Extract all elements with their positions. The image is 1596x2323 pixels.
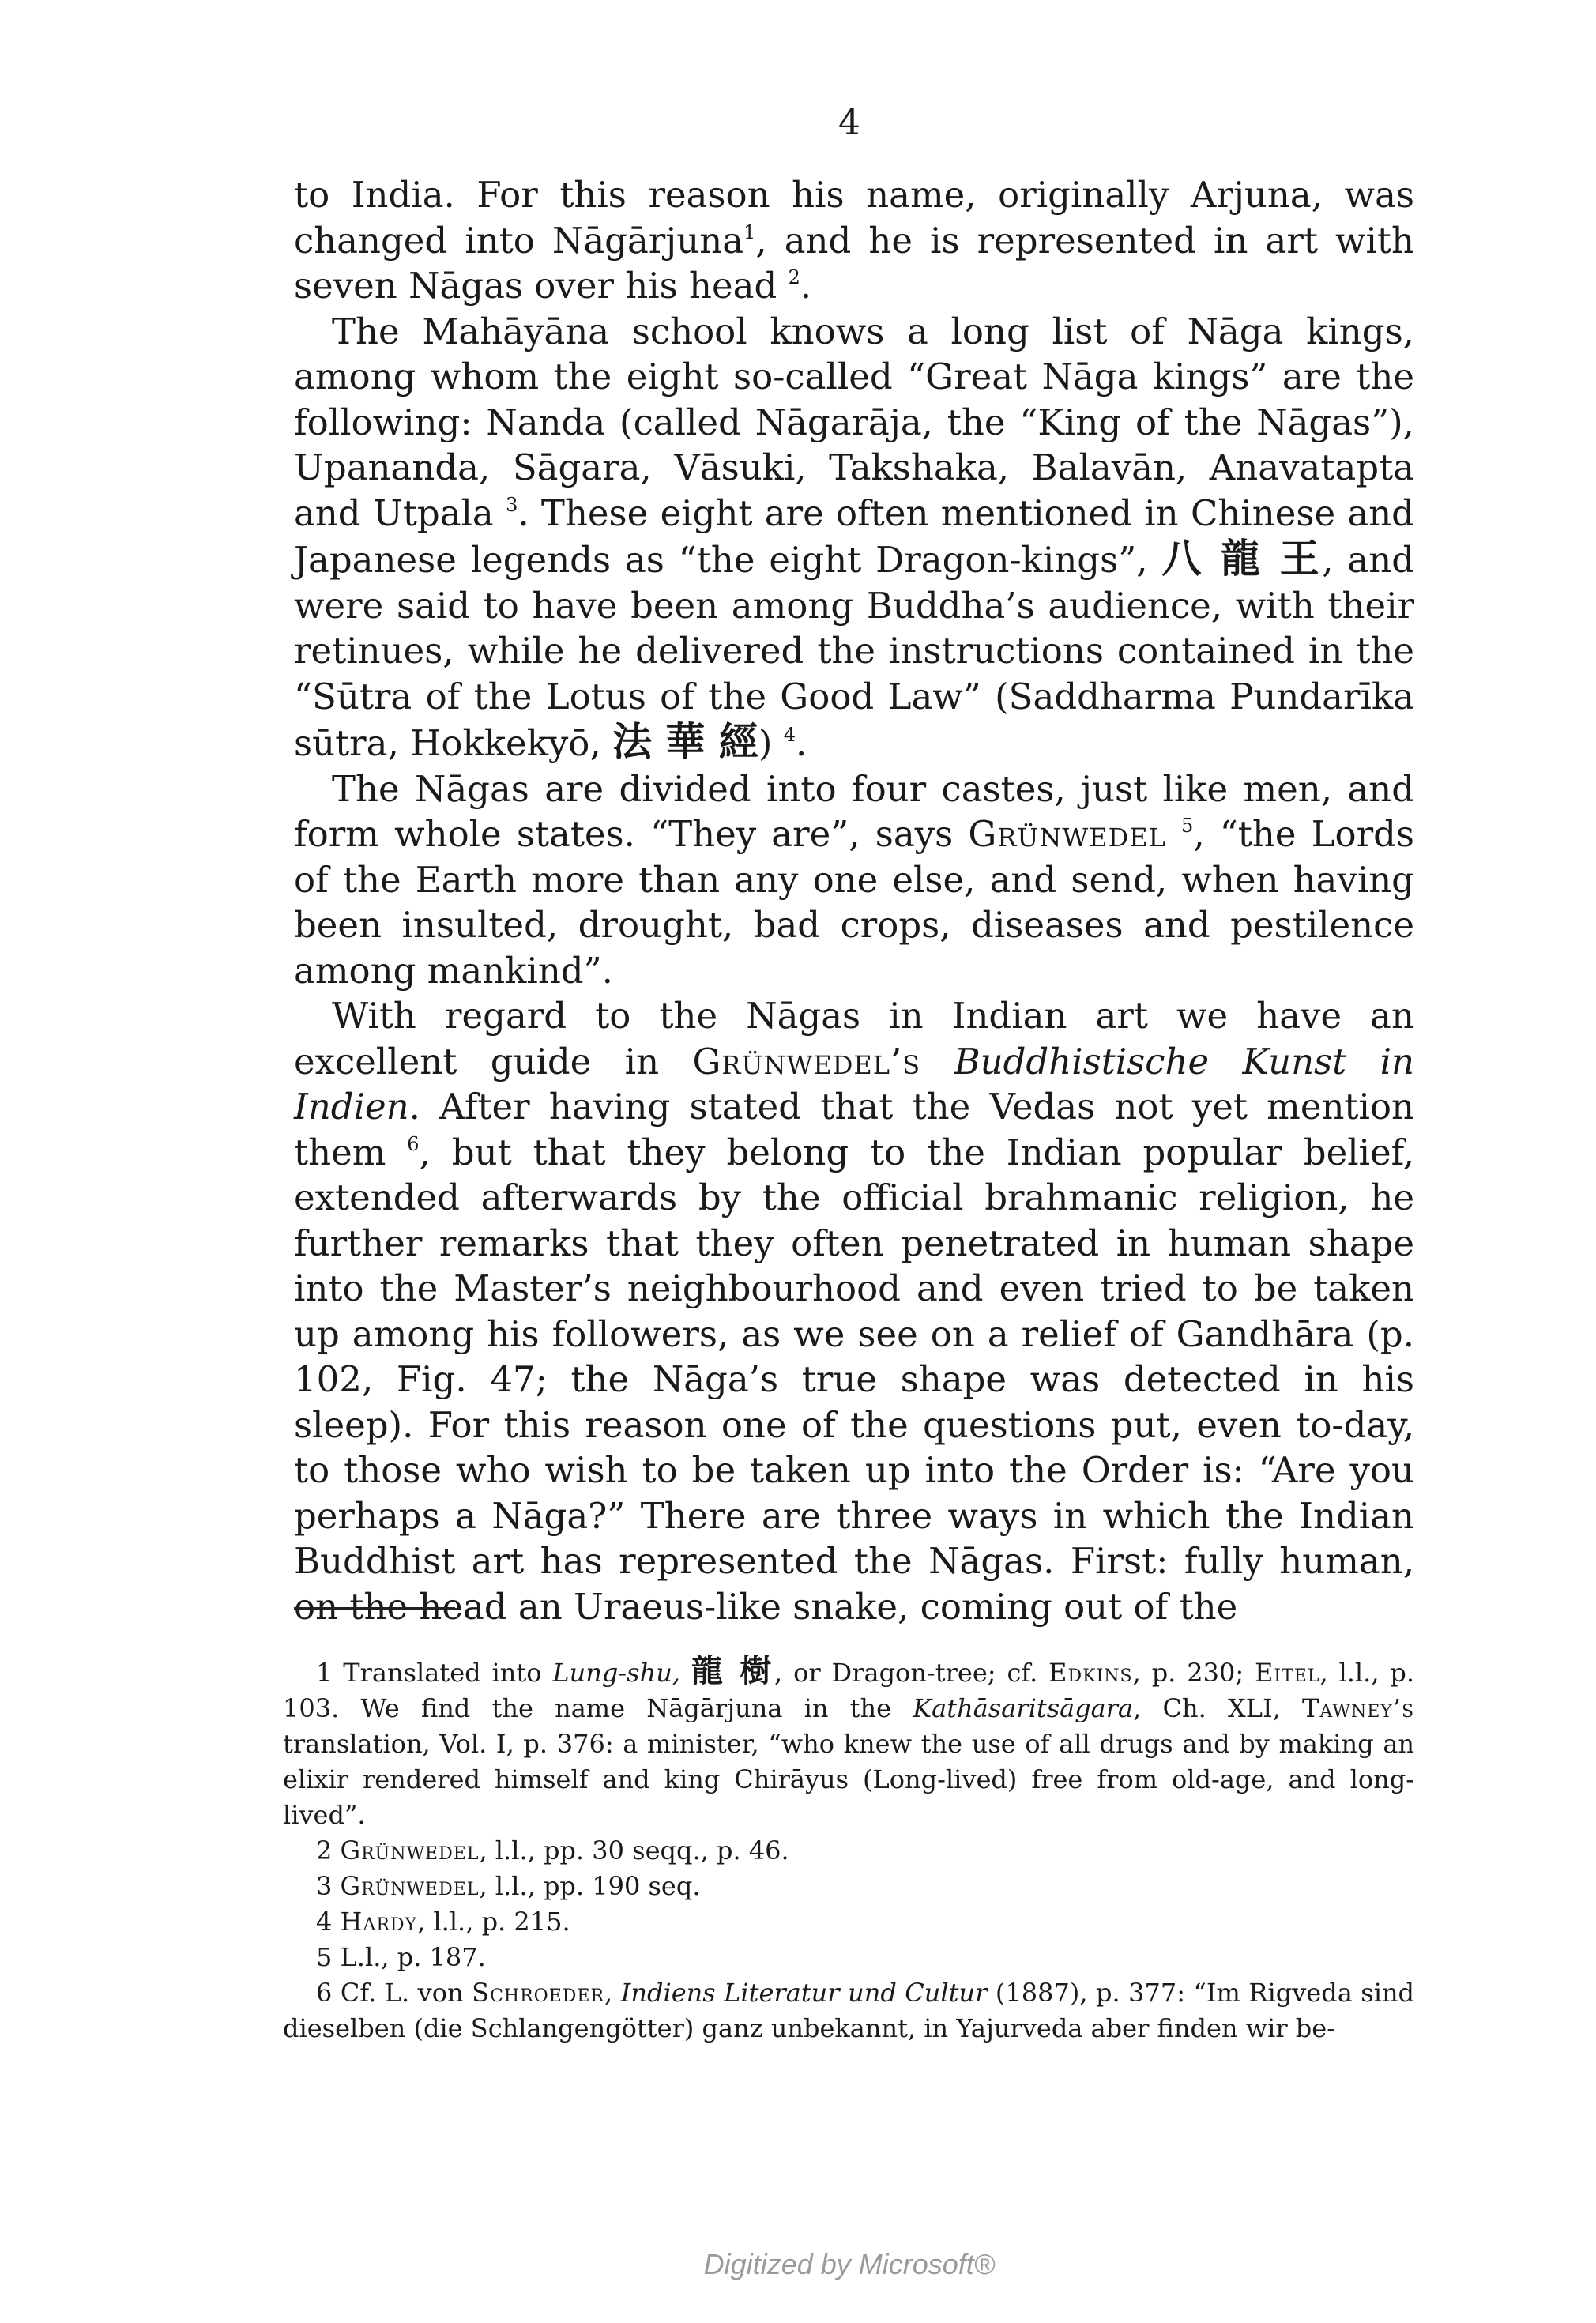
author-name: Grünwedel [340,1871,480,1901]
footnote-number: 1 [316,1658,333,1688]
footnote-1 [283,1653,1414,1833]
author-name: Schroeder [472,1978,605,2008]
footnote-ref-5[interactable]: 5 [1181,815,1194,837]
text-run: , and he is represented in art with seven Nāgas over his head [294,219,1414,307]
footnote-ref-4[interactable]: 4 [783,724,796,746]
digitized-watermark: Digitized by Microsoft® [703,2248,996,2280]
footnote-number: 5 [316,1942,333,1972]
footnote-ref-6[interactable]: 6 [407,1132,420,1155]
footnote-6 [283,1975,1414,2046]
footnote-ref-1[interactable]: 1 [743,220,756,243]
author-name: Grünwedel’s [692,1040,921,1082]
text-run: , l.l., p. 103. We find the name Nāgārjuna in the [283,1658,1415,1723]
text-run: , [604,1978,613,2008]
footnote-ref-3[interactable]: 3 [506,493,518,516]
footnote-divider [294,1607,455,1610]
text-run: The Mahāyāna school knows a long list of Nāga kings, among whom the eight so-called “Great Nāga kings” are the following: Nanda (called Nāgarāja, the “King of the Nāgas”), Upananda, Sāgara, Vāsuki, Takshaka, Balavān, Anavatapta and Utpala [294,310,1414,534]
paragraph-4 [294,993,1414,1629]
author-name: Edkins [1048,1658,1133,1688]
text-run: . These eight are often mentioned in Chinese and Japanese legends as “the eight Dragon-kings”, [294,491,1414,581]
paragraph-2 [294,309,1414,766]
text-run: , and were said to have been among Buddha’s audience, with their retinues, while he delivered the instructions contained in the “Sūtra of the Lotus of the Good Law” (Saddharma Pundarīka sūtra, Hokkekyō, [294,539,1414,764]
footnote-number: 6 [316,1978,333,2008]
text-run: . After having stated that the Vedas not yet mention them [294,1086,1414,1173]
text-run: , “the Lords of the Earth more than any one else, and send, when having been insulted, drought, bad crops, diseases and pestilence among mankind”. [294,813,1414,992]
text-run: Cf. L. von [340,1978,464,2008]
footnote-5 [283,1940,1414,1975]
footnote-4 [283,1904,1414,1940]
footnote-ref-2[interactable]: 2 [788,266,800,288]
text-run: Translated into [343,1658,542,1688]
text-run: L.l., p. 187. [340,1942,486,1972]
text-run: . [796,722,807,764]
text-run: , p. 230; [1132,1658,1244,1688]
author-name: Tawney’s [1302,1693,1415,1723]
text-run: ) [758,722,773,764]
paragraph-1 [294,172,1414,309]
footnote-number: 2 [316,1835,333,1866]
footnote-2 [283,1833,1414,1869]
text-run: , or Dragon-tree; cf. [774,1658,1038,1688]
text-run: . [800,265,812,307]
author-name: Grünwedel [968,813,1166,855]
text-run: translation, Vol. I, p. 376: a minister, “who knew the use of all drugs and by making an elixir rendered himself and king Chirāyus (Long-lived) free from old-age, and long-lived”. [283,1729,1414,1830]
text-run: The Nāgas are divided into four castes, just like men, and form whole states. “They are”, says [294,767,1414,855]
text-run: , but that they belong to the Indian popular belief, extended afterwards by the official brahmanic religion, he further remarks that they often penetrated in human shape into the Master’s neighbourhood and even tried to be taken up among his followers, as we see on a relief of Gandhāra (p. 102, Fig. 47; the Nāga’s true shape was detected in his sleep). For this reason one of the questions put, even to-day, to those who wish to be taken up into the Order is: “Are you perhaps a Nāga?” There are three ways in which the Indian Buddhist art has represented the Nāgas. First: fully human, on the head an Uraeus-like snake, coming out of the [294,1131,1415,1628]
text-run: With regard to the Nāgas in Indian art we have an excellent guide in [294,995,1414,1082]
text-run: , l.l., pp. 30 seqq., p. 46. [479,1835,789,1866]
book-title: Kathāsaritsāgara [913,1693,1134,1723]
footnote-number: 3 [316,1871,333,1901]
body-text [294,172,1414,1629]
author-name: Grünwedel [340,1835,480,1866]
author-name: Eitel [1255,1658,1320,1688]
text-run: , Ch. XLI, [1133,1693,1281,1723]
footnote-3 [283,1869,1414,1904]
paragraph-3 [294,766,1414,994]
cjk-hokkekyo: 法 華 經 [612,718,758,765]
page-number: 4 [838,103,860,143]
text-run: , l.l., pp. 190 seq. [479,1871,701,1901]
book-title: Buddhistische Kunst in Indien [294,1040,1414,1128]
footnotes [283,1653,1414,2046]
cjk-lung-shu: 龍 樹 [691,1652,774,1689]
cjk-eight-dragon-kings: 八 龍 王 [1161,535,1323,582]
footnote-number: 4 [316,1907,333,1937]
italic-term: Lung-shu, [552,1658,680,1688]
author-name: Hardy [340,1907,418,1937]
text-run: (1887), p. 377: “Im Rigveda sind dieselben (die Schlangengötter) ganz unbekannt, in Yajurveda aber finden wir be- [283,1978,1415,2043]
text-run: , l.l., p. 215. [417,1907,570,1937]
book-title: Indiens Literatur und Cultur [620,1978,988,2008]
text-run: to India. For this reason his name, originally Arjuna, was changed into Nāgārjuna [294,174,1414,262]
